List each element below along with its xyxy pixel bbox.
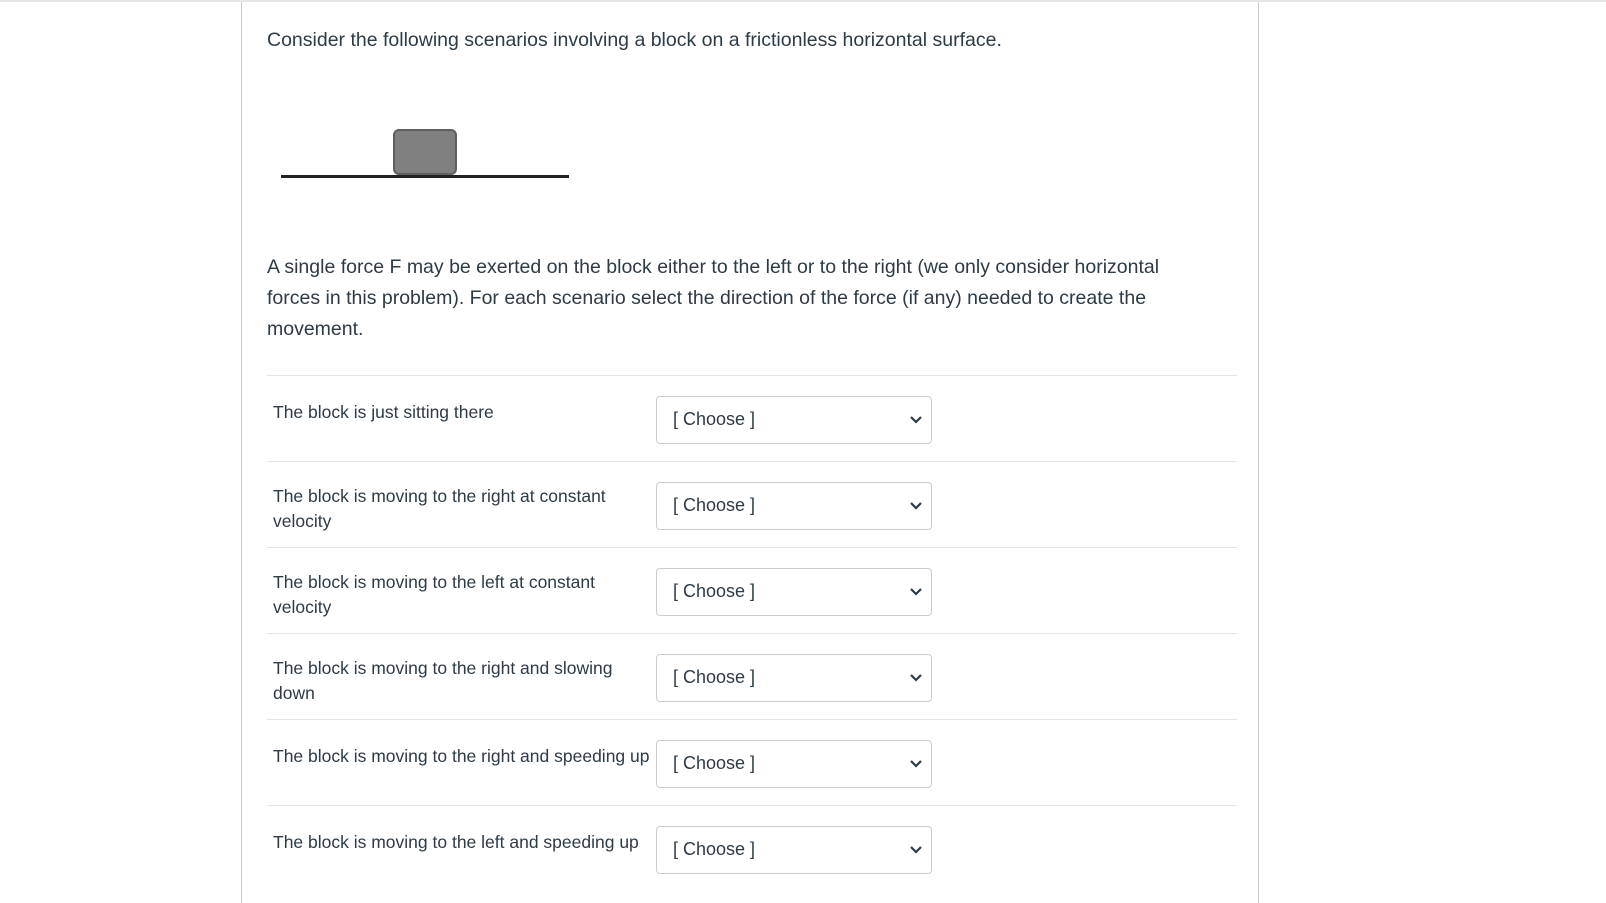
force-direction-select[interactable]: [656, 568, 932, 616]
block: [393, 129, 457, 175]
scenario-row: [267, 805, 1237, 891]
select-value: [ Choose ]: [673, 839, 756, 859]
force-direction-select[interactable]: [656, 826, 932, 874]
scenario-row: [267, 461, 1237, 547]
scenario-label: The block is moving to the left and speeding up: [273, 832, 639, 852]
chevron-down-icon: [909, 845, 923, 855]
force-direction-select[interactable]: [656, 396, 932, 444]
force-direction-select[interactable]: [656, 654, 932, 702]
question-instructions: A single force F may be exerted on the block either to the left or to the right (we only consider horizontal forces in this problem). For each scenario select the direction of the force (if any) needed to create the movement.: [267, 256, 1160, 340]
scenario-label: The block is moving to the right and slowing down: [273, 658, 613, 703]
scenario-row: [267, 547, 1237, 633]
scenario-list: [267, 375, 1237, 891]
chevron-down-icon: [909, 673, 923, 683]
select-value: [ Choose ]: [673, 409, 756, 429]
block-diagram: [281, 125, 571, 181]
select-value: [ Choose ]: [673, 667, 756, 687]
select-value: [ Choose ]: [673, 753, 756, 773]
scenario-label: The block is moving to the right at constant velocity: [273, 486, 606, 531]
question-intro: Consider the following scenarios involving a block on a frictionless horizontal surface.: [267, 29, 1002, 51]
select-value: [ Choose ]: [673, 581, 756, 601]
frictionless-surface: [281, 175, 569, 178]
force-direction-select[interactable]: [656, 740, 932, 788]
scenario-row: [267, 719, 1237, 805]
select-value: [ Choose ]: [673, 495, 756, 515]
chevron-down-icon: [909, 415, 923, 425]
scenario-row: [267, 375, 1237, 461]
scenario-label: The block is moving to the left at constant velocity: [273, 572, 595, 617]
chevron-down-icon: [909, 587, 923, 597]
chevron-down-icon: [909, 759, 923, 769]
scenario-row: [267, 633, 1237, 719]
chevron-down-icon: [909, 501, 923, 511]
scenario-label: The block is moving to the right and speeding up: [273, 746, 650, 766]
scenario-label: The block is just sitting there: [273, 402, 494, 422]
force-direction-select[interactable]: [656, 482, 932, 530]
